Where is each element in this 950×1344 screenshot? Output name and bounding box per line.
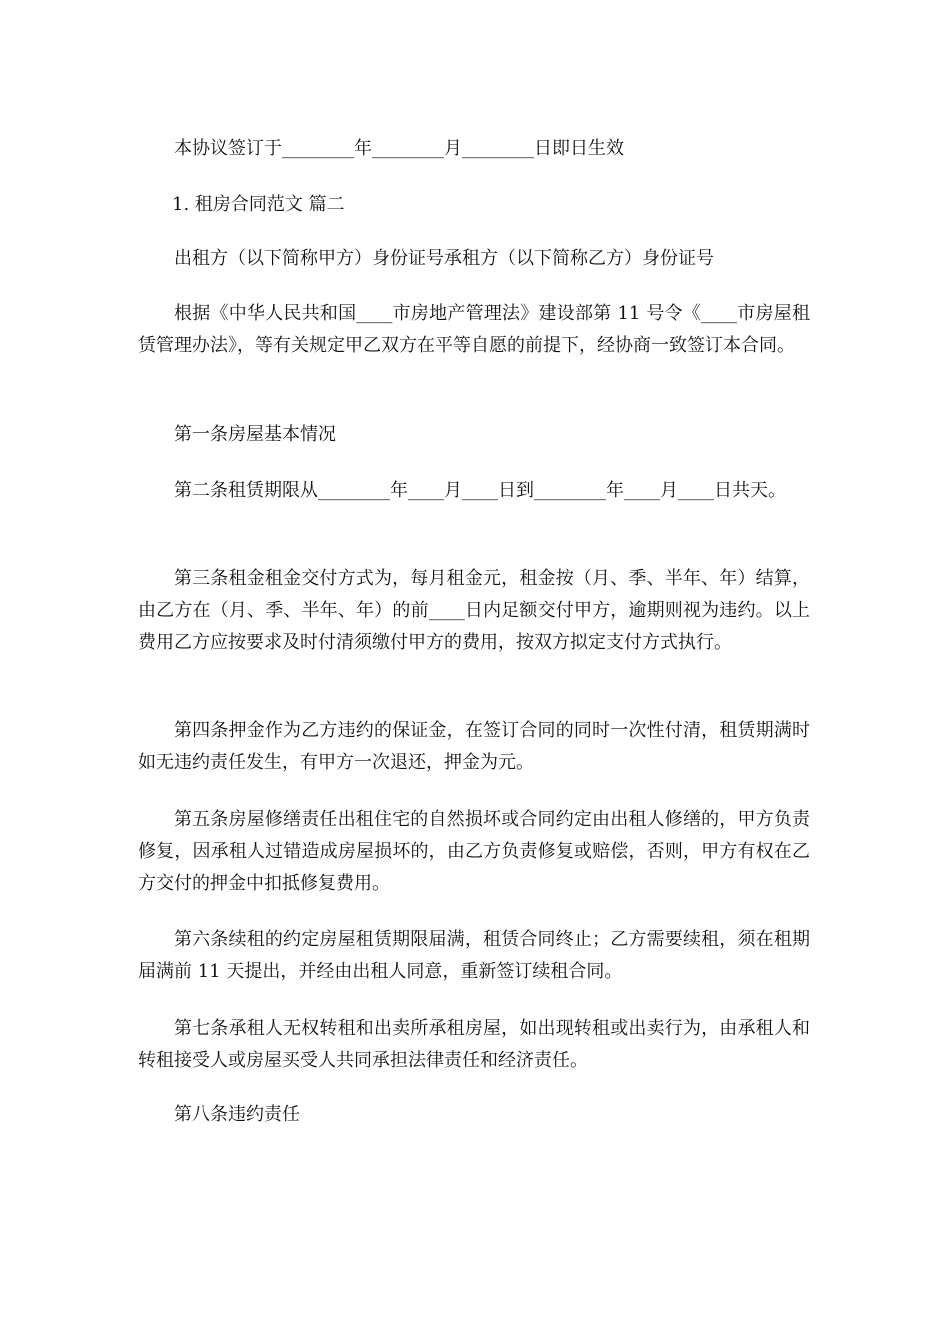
article-7: 第七条承租人无权转租和出卖所承租房屋，如出现转租或出卖行为，由承租人和转租接受人或房屋买受人共同承担法律责任和经济责任。 xyxy=(138,1018,810,1071)
legal-basis-paragraph: 根据《中华人民共和国____市房地产管理法》建设部第 11 号令《____市房屋租赁管理办法》，等有关规定甲乙双方在平等自愿的前提下，经协商一致签订本合同。 xyxy=(138,303,810,356)
article-8: 第八条违约责任 xyxy=(174,1104,300,1125)
article-6: 第六条续租的约定房屋租赁期限届满，租赁合同终止；乙方需要续租，须在租期届满前 11 天提出，并经由出租人同意，重新签订续租合同。 xyxy=(138,929,810,982)
article-3: 第三条租金租金交付方式为，每月租金元，租金按（月、季、半年、年）结算，由乙方在（月、季、半年、年）的前____日内足额交付甲方，逾期则视为违约。以上费用乙方应按要求及时付清须缴付甲方的费用，按双方拟定支付方式执行。 xyxy=(138,568,810,653)
parties-line: 出租方（以下简称甲方）身份证号承租方（以下简称乙方）身份证号 xyxy=(174,248,714,269)
article-4: 第四条押金作为乙方违约的保证金，在签订合同的同时一次性付清，租赁期满时如无违约责任发生，有甲方一次退还，押金为元。 xyxy=(138,720,810,773)
article-1: 第一条房屋基本情况 xyxy=(174,424,336,445)
article-2: 第二条租赁期限从________年____月____日到________年____月____日共天。 xyxy=(174,480,786,501)
article-5: 第五条房屋修缮责任出租住宅的自然损坏或合同约定由出租人修缮的，甲方负责修复，因承租人过错造成房屋损坏的，由乙方负责修复或赔偿，否则，甲方有权在乙方交付的押金中扣抵修复费用。 xyxy=(138,809,810,894)
effective-date-clause: 本协议签订于________年________月________日即日生效 xyxy=(174,138,624,159)
section-heading: 1. 租房合同范文 篇二 xyxy=(172,194,345,215)
